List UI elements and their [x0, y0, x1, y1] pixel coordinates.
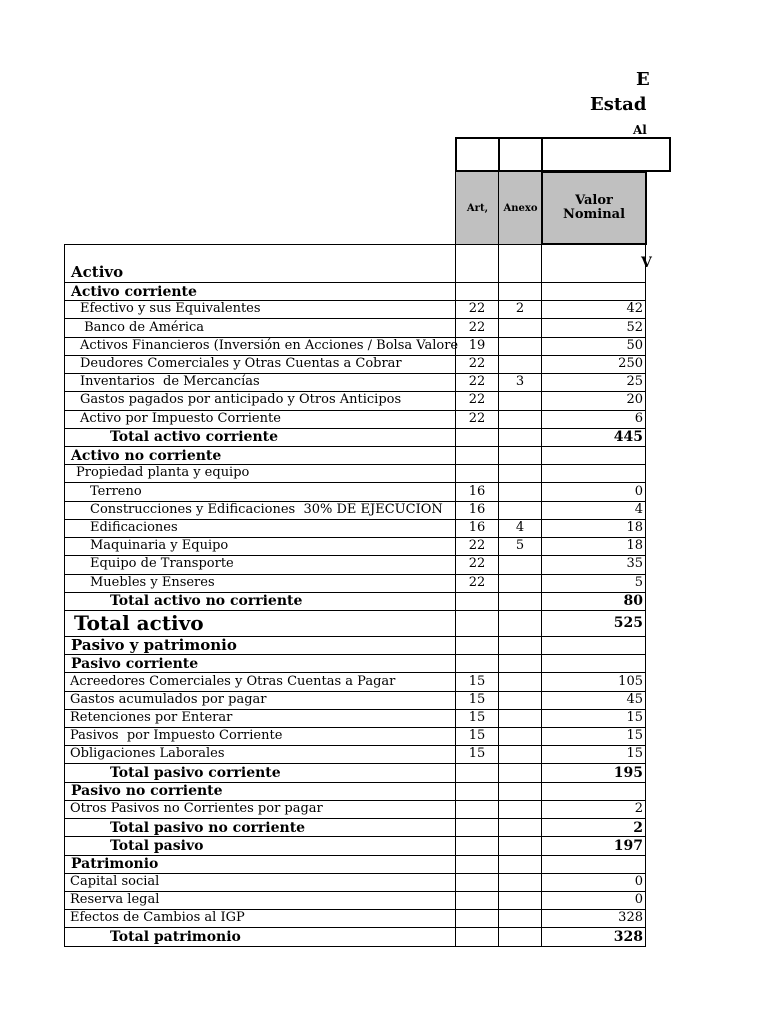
table-row	[65, 892, 646, 910]
anexo-cell	[499, 928, 542, 945]
art-cell	[456, 637, 499, 654]
table-row	[65, 801, 646, 819]
anexo-cell	[499, 910, 542, 927]
value-cell: 5	[542, 575, 646, 592]
label-cell: Total pasivo corriente	[65, 764, 456, 781]
art-cell	[456, 801, 499, 818]
table-row	[65, 374, 646, 392]
table-row	[65, 710, 646, 728]
value-cell: 6	[542, 411, 646, 428]
table-row	[65, 746, 646, 764]
header-box-empty-art	[455, 137, 500, 172]
value-cell: 45	[542, 692, 646, 709]
title-line-2: Estad	[590, 94, 647, 115]
label-cell: Banco de América	[65, 319, 456, 336]
anexo-cell	[499, 673, 542, 690]
value-cell: 195	[542, 764, 646, 781]
value-cell: 15	[542, 746, 646, 763]
label-cell: Terreno	[65, 483, 456, 500]
art-cell: 22	[456, 356, 499, 373]
art-cell	[456, 655, 499, 672]
balance-table	[64, 244, 652, 947]
anexo-cell	[499, 556, 542, 573]
label-cell: Pasivo corriente	[65, 655, 456, 672]
value-cell: 328	[542, 928, 646, 945]
anexo-cell	[499, 801, 542, 818]
table-row	[65, 556, 646, 574]
label-cell: Construcciones y Edificaciones 30% DE EJECUCION	[65, 502, 456, 519]
art-cell: 16	[456, 502, 499, 519]
art-cell	[456, 611, 499, 636]
table-row	[65, 611, 646, 637]
value-cell: 197	[542, 837, 646, 854]
anexo-cell	[499, 575, 542, 592]
value-cell: 42	[542, 301, 646, 318]
title-line-1: E	[636, 69, 650, 90]
label-cell: Otros Pasivos no Corrientes por pagar	[65, 801, 456, 818]
label-cell: Efectivo y sus Equivalentes	[65, 301, 456, 318]
value-cell: 445	[542, 429, 646, 446]
table-row	[65, 575, 646, 593]
label-cell: Pasivo no corriente	[65, 783, 456, 800]
anexo-cell	[499, 338, 542, 355]
label-cell: Total activo	[65, 611, 456, 636]
art-cell: 22	[456, 575, 499, 592]
table-row	[65, 837, 646, 855]
label-cell: Muebles y Enseres	[65, 575, 456, 592]
art-cell	[456, 837, 499, 854]
art-cell: 22	[456, 556, 499, 573]
art-cell	[456, 764, 499, 781]
table-row	[65, 728, 646, 746]
table-row	[65, 520, 646, 538]
table-row	[65, 655, 646, 673]
label-cell: Total pasivo no corriente	[65, 819, 456, 836]
anexo-cell	[499, 447, 542, 464]
value-cell: 18	[542, 538, 646, 555]
label-cell: Activos Financieros (Inversión en Acciones / Bolsa Valore	[65, 338, 456, 355]
table-row	[65, 874, 646, 892]
art-cell: 16	[456, 483, 499, 500]
anexo-cell: 2	[499, 301, 542, 318]
table-row	[65, 783, 646, 801]
anexo-cell	[499, 502, 542, 519]
value-cell: 20	[542, 392, 646, 409]
table-row	[65, 593, 646, 611]
label-cell: Activo	[65, 245, 456, 282]
table-row	[65, 637, 646, 655]
anexo-cell	[499, 892, 542, 909]
value-cell	[542, 856, 646, 873]
table-row	[65, 429, 646, 447]
label-cell: Acreedores Comerciales y Otras Cuentas a Pagar	[65, 673, 456, 690]
anexo-cell	[499, 692, 542, 709]
anexo-cell	[499, 465, 542, 482]
anexo-cell	[499, 728, 542, 745]
value-cell: 80	[542, 593, 646, 610]
label-cell: Reserva legal	[65, 892, 456, 909]
label-cell: Activo por Impuesto Corriente	[65, 411, 456, 428]
art-cell	[456, 593, 499, 610]
table-row	[65, 692, 646, 710]
label-cell: Activo no corriente	[65, 447, 456, 464]
art-cell	[456, 429, 499, 446]
value-cell: 25	[542, 374, 646, 391]
art-cell	[456, 892, 499, 909]
label-cell: Gastos pagados por anticipado y Otros Anticipos	[65, 392, 456, 409]
value-cell: 525	[542, 611, 646, 636]
label-cell: Total pasivo	[65, 837, 456, 854]
art-cell	[456, 874, 499, 891]
label-cell: Gastos acumulados por pagar	[65, 692, 456, 709]
art-cell: 15	[456, 746, 499, 763]
anexo-cell	[499, 874, 542, 891]
value-cell	[542, 283, 646, 300]
value-cell: 2	[542, 819, 646, 836]
table-row	[65, 411, 646, 429]
art-cell: 15	[456, 692, 499, 709]
art-cell	[456, 447, 499, 464]
anexo-cell	[499, 245, 542, 282]
art-cell: 19	[456, 338, 499, 355]
table-row	[65, 819, 646, 837]
table-row	[65, 283, 646, 301]
value-cell: 0	[542, 483, 646, 500]
table-row	[65, 465, 646, 483]
value-cell	[542, 655, 646, 672]
value-cell: 0	[542, 874, 646, 891]
label-cell: Pasivos por Impuesto Corriente	[65, 728, 456, 745]
anexo-cell	[499, 746, 542, 763]
table-row	[65, 319, 646, 337]
anexo-cell	[499, 837, 542, 854]
value-cell	[542, 447, 646, 464]
label-cell: Equipo de Transporte	[65, 556, 456, 573]
table-row	[65, 392, 646, 410]
label-cell: Maquinaria y Equipo	[65, 538, 456, 555]
header-box-empty-valor	[541, 137, 671, 172]
anexo-cell	[499, 429, 542, 446]
art-cell	[456, 283, 499, 300]
column-header-art-label: Art,	[466, 202, 489, 214]
value-cell: 2	[542, 801, 646, 818]
table-row	[65, 538, 646, 556]
art-cell	[456, 783, 499, 800]
table-row	[65, 301, 646, 319]
value-cell: 18	[542, 520, 646, 537]
label-cell: Total activo no corriente	[65, 593, 456, 610]
art-cell	[456, 910, 499, 927]
table-row	[65, 447, 646, 465]
value-cell	[542, 465, 646, 482]
art-cell: 15	[456, 710, 499, 727]
art-cell: 22	[456, 374, 499, 391]
anexo-cell: 4	[499, 520, 542, 537]
table-row	[65, 483, 646, 501]
table-row	[65, 910, 646, 928]
label-cell: Deudores Comerciales y Otras Cuentas a Cobrar	[65, 356, 456, 373]
header-box-empty-anexo	[498, 137, 543, 172]
anexo-cell	[499, 319, 542, 336]
art-cell: 22	[456, 319, 499, 336]
anexo-cell	[499, 783, 542, 800]
label-cell: Retenciones por Enterar	[65, 710, 456, 727]
art-cell: 16	[456, 520, 499, 537]
anexo-cell	[499, 611, 542, 636]
value-cell: 328	[542, 910, 646, 927]
anexo-cell: 5	[499, 538, 542, 555]
anexo-cell	[499, 856, 542, 873]
anexo-cell	[499, 764, 542, 781]
value-cell: 15	[542, 710, 646, 727]
anexo-cell	[499, 819, 542, 836]
label-cell: Obligaciones Laborales	[65, 746, 456, 763]
value-cell: 35	[542, 556, 646, 573]
art-cell: 22	[456, 411, 499, 428]
anexo-cell	[499, 483, 542, 500]
table-row	[65, 764, 646, 782]
column-header-anexo-label: Anexo	[503, 202, 538, 214]
label-cell: Patrimonio	[65, 856, 456, 873]
table-row	[65, 356, 646, 374]
art-cell	[456, 465, 499, 482]
table-row	[65, 502, 646, 520]
value-cell: V	[542, 245, 646, 282]
label-cell: Capital social	[65, 874, 456, 891]
label-cell: Edificaciones	[65, 520, 456, 537]
label-cell: Total activo corriente	[65, 429, 456, 446]
art-cell: 22	[456, 538, 499, 555]
column-header-valor	[541, 171, 647, 245]
art-cell	[456, 928, 499, 945]
label-cell: Propiedad planta y equipo	[65, 465, 456, 482]
art-cell: 22	[456, 392, 499, 409]
art-cell	[456, 856, 499, 873]
column-header-art	[455, 171, 500, 245]
value-cell: 50	[542, 338, 646, 355]
anexo-cell	[499, 411, 542, 428]
column-header-anexo	[498, 171, 543, 245]
table-row	[65, 338, 646, 356]
anexo-cell	[499, 593, 542, 610]
column-header-valor-label: Valor Nominal	[562, 192, 626, 222]
value-cell: 0	[542, 892, 646, 909]
art-cell	[456, 819, 499, 836]
anexo-cell	[499, 637, 542, 654]
anexo-cell	[499, 710, 542, 727]
value-cell	[542, 783, 646, 800]
label-cell: Total patrimonio	[65, 928, 456, 945]
anexo-cell	[499, 283, 542, 300]
table-row	[65, 856, 646, 874]
table-row	[65, 245, 652, 283]
art-cell: 15	[456, 728, 499, 745]
value-cell: 250	[542, 356, 646, 373]
art-cell: 22	[456, 301, 499, 318]
table-row	[65, 928, 646, 946]
value-cell: 52	[542, 319, 646, 336]
label-cell: Activo corriente	[65, 283, 456, 300]
anexo-cell	[499, 356, 542, 373]
value-cell: 4	[542, 502, 646, 519]
table-row	[65, 673, 646, 691]
label-cell: Pasivo y patrimonio	[65, 637, 456, 654]
anexo-cell	[499, 655, 542, 672]
value-cell: 15	[542, 728, 646, 745]
anexo-cell	[499, 392, 542, 409]
title-line-3: Al	[633, 123, 647, 137]
value-cell: 105	[542, 673, 646, 690]
value-cell	[542, 637, 646, 654]
art-cell: 15	[456, 673, 499, 690]
anexo-cell: 3	[499, 374, 542, 391]
art-cell	[456, 245, 499, 282]
label-cell: Inventarios de Mercancías	[65, 374, 456, 391]
label-cell: Efectos de Cambios al IGP	[65, 910, 456, 927]
